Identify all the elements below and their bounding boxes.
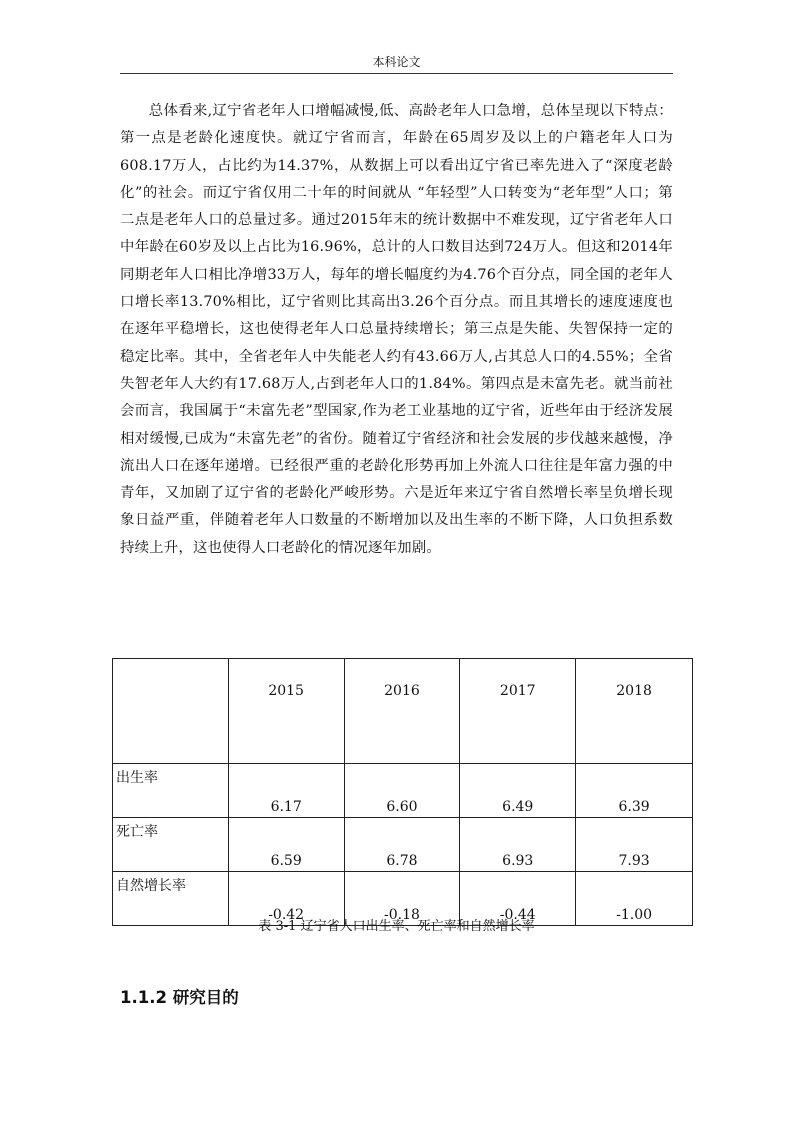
page-header: 本科论文 bbox=[372, 55, 421, 69]
value-cell: -0.18 bbox=[344, 872, 460, 926]
body-paragraph: 总体看来,辽宁省老年人口增幅减慢,低、高龄老年人口急增，总体呈现以下特点：第一点是老龄化速度快。就辽宁省而言，年龄在65周岁及以上的户籍老年人口为608.17万人，占比约为14.37%，从数据上可以看出辽宁省已率先进入了“深度老龄化”的社会。而辽宁省仅用二十年的时间就从 “年轻型”人口转变为“老年型”人口；第二点是老年人口的总量过多。通过2015年末的统计数据中不难发现，辽宁省老年人口中年龄在60岁及以上占比为16.96%，总计的人口数目达到724万人。但这和2014年同期老年人口相比净增33万人，每年的增长幅度约为4.76个百分点，同全国的老年人口增长率13.70%相比，辽宁省则比其高出3.26个百分点。而且其增长的速度速度也在逐年平稳增长，这也使得老年人口总量持续增长；第三点是失能、失智保持一定的稳定比率。其中，全省老年人中失能老人约有43.66万人,占其总人口的4.55%；全省失智老年人大约有17.68万人,占到老年人口的1.84%。第四点是未富先老。就当前社会而言，我国属于“未富先老”型国家,作为老工业基地的辽宁省，近些年由于经济发展相对缓慢,已成为“未富先老”的省份。随着辽宁省经济和社会发展的步伐越来越慢，净流出人口在逐年递增。已经很严重的老龄化形势再加上外流人口往往是年富力强的中青年，又加剧了辽宁省的老龄化严峻形势。六是近年来辽宁省自然增长率呈负增长现象日益严重，伴随着老年人口数量的不断增加以及出生率的不断下降，人口负担系数持续上升，这也使得人口老龄化的情况逐年加剧。 bbox=[120, 103, 673, 556]
year-header-cell: 2018 bbox=[576, 659, 693, 764]
value-cell: -0.42 bbox=[228, 872, 344, 926]
year-header-cell: 2015 bbox=[228, 659, 344, 764]
value-cell: 6.49 bbox=[460, 764, 576, 818]
table-corner-cell bbox=[113, 659, 229, 764]
table-row-death-rate bbox=[113, 818, 693, 872]
value-cell: 6.60 bbox=[344, 764, 460, 818]
section-heading: 1.1.2 研究目的 bbox=[120, 988, 239, 1007]
table-header-row bbox=[113, 659, 693, 764]
year-header-cell: 2017 bbox=[460, 659, 576, 764]
row-label-cell: 死亡率 bbox=[113, 818, 229, 872]
value-cell: 6.93 bbox=[460, 818, 576, 872]
value-cell: -1.00 bbox=[576, 872, 693, 926]
header-divider bbox=[120, 73, 673, 74]
row-label-cell: 自然增长率 bbox=[113, 872, 229, 926]
value-cell: 6.17 bbox=[228, 764, 344, 818]
row-label-cell: 出生率 bbox=[113, 764, 229, 818]
value-cell: 6.59 bbox=[228, 818, 344, 872]
value-cell: -0.44 bbox=[460, 872, 576, 926]
population-rate-table bbox=[112, 658, 693, 926]
table-row-birth-rate bbox=[113, 764, 693, 818]
value-cell: 7.93 bbox=[576, 818, 693, 872]
value-cell: 6.78 bbox=[344, 818, 460, 872]
year-header-cell: 2016 bbox=[344, 659, 460, 764]
value-cell: 6.39 bbox=[576, 764, 693, 818]
table-caption: 表 3-1 辽宁省人口出生率、死亡率和自然增长率 bbox=[258, 919, 535, 934]
